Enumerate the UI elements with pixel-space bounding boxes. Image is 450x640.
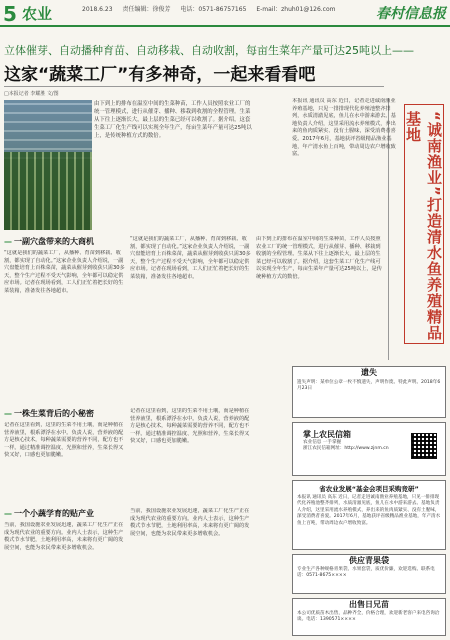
phone: 电话：0571-86757165 xyxy=(180,6,247,13)
lost-notice xyxy=(292,366,446,418)
section-text-3: 当前，我国设施农业发展迅速，蔬菜工厂化生产正在成为现代农业的重要方向。业内人士表示，这种生产模式节水节肥，土地利用率高，未来将有更广阔的发展空间，也能为农民带来更多增收机会。 xyxy=(4,522,124,551)
fund-notice-title: 省农业发展“基金会项目采购竞研” xyxy=(319,485,419,493)
lead-headline: 这家“蔬菜工厂”有多神奇，一起来看看吧 xyxy=(4,65,316,85)
qr-code-icon xyxy=(411,433,437,459)
page-number: 5 xyxy=(3,2,17,26)
section-text-1: “这就是我们的蔬菜工厂，从播种、育苗到移栽、收割，都实现了自动化。”这家企业负责人介绍说，一副穴盘能培育上百株菜苗，蔬菜从催芽到收获只需30多天，整个生产过程不受天气影响，全年都可以稳定供应市场。记者在现场看到，工人们正忙着把长好的生菜装箱，准备发往各地超市。 xyxy=(4,250,125,294)
lead-kicker: 立体催芽、自动播种育苗、自动移栽、自动收割，每亩生菜年产量可达25吨以上—— xyxy=(4,44,414,57)
transfer-ad-text: 本公司优质苗木出售，品种齐全，价格合理，欢迎新老客户来电咨询洽谈。电话：1390571×××× xyxy=(297,611,440,623)
lead-intro: 由下到上的排布在温室中间的生菜种苗，工作人员按照农业工厂的统一管理模式，进行从催芽、播种、移栽到收割的全程管理。生菜从下往上逐渐长大，最上层的生菜已经可以收割了。据介绍，这套生菜工厂化生产线可以实现全年生产，每亩生菜年产量可达25吨以上，是传统种植方式的数倍。 xyxy=(94,101,252,139)
section-text-2: 记者在这里看到，这里的生菜不用土壤，而是种植在营养液里，根系漂浮在水中。负责人说，营养液的配方是核心技术，每种蔬菜需要的营养不同，配方也不一样。通过精准调控温度、光照和营养，生菜长得又快又好，口感也更加脆嫩。 xyxy=(4,422,124,459)
section-title-2: — 一株生菜背后的小秘密 xyxy=(4,408,94,419)
paper-name: 春村信息报 xyxy=(376,6,446,22)
sidebar-text: 本报讯 通讯员 高东 近日，记者走进诚南渔业养殖基地，只见一排排现代化养殖池整齐排列，水质清澈见底，鱼儿在水中游来游去。基地负责人介绍，这里采用流水养殖模式，养出来的鱼肉质紧实、没有土腥味，深受消费者喜爱。2017年6月，基地获评省级精品渔业基地，年产清水鱼上百吨，带动周边农户增收致富。 xyxy=(292,98,396,158)
lead-column-2b: 记者在这里看到，这里的生菜不用土壤，而是种植在营养液里，根系漂浮在水中。负责人说，营养液的配方是核心技术，每种蔬菜需要的营养不同，配方也不一样。通过精准调控温度、光照和营养，生菜长得又快又好，口感也更加脆嫩。 xyxy=(130,408,250,445)
promo-title: 掌上农民信箱 xyxy=(303,430,351,439)
lead-column-2: “这就是我们的蔬菜工厂，从播种、育苗到移栽、收割，都实现了自动化。”这家企业负责人介绍说，一副穴盘能培育上百株菜苗，蔬菜从催芽到收获只需30多天，整个生产过程不受天气影响，全年都可以稳定供应市场。记者在现场看到，工人们正忙着把长好的生菜装箱，准备发往各地超市。 xyxy=(130,236,251,280)
greenhouse-frame xyxy=(4,100,92,159)
email: E-mail：zhuh01@126.com xyxy=(256,6,336,13)
lead-byline: □本报记者 李耀胜 文/图 xyxy=(4,91,59,97)
promo-box xyxy=(292,422,446,476)
lost-notice-text: 遗失声明：某单位公章一枚不慎遗失，声明作废。特此声明。2018年6月23日 xyxy=(297,380,441,392)
lead-column-3: 由下到上的排布在温室中间的生菜种苗，工作人员按照农业工厂的统一管理模式，进行从催芽、播种、移栽到收割的全程管理。生菜从下往上逐渐长大，最上层的生菜已经可以收割了。据介绍，这套生菜工厂化生产线可以实现全年生产，每亩生菜年产量可达25吨以上，是传统种植方式的数倍。 xyxy=(256,236,382,280)
fund-notice xyxy=(292,480,446,550)
section-title-1: — 一副穴盘带来的大商机 xyxy=(4,236,94,247)
masthead xyxy=(0,0,450,27)
sidebar-title: “诚南渔业”打造清水鱼养殖精品基地 xyxy=(404,111,443,341)
transfer-ad-title: 出售日兄苗 xyxy=(349,600,389,609)
headline-rule xyxy=(4,86,384,87)
supply-ad-title: 供应青果袋 xyxy=(349,556,389,565)
greenhouse-photo xyxy=(4,100,92,230)
lettuce-rows xyxy=(4,152,92,230)
lead-column-3b: 当前，我国设施农业发展迅速，蔬菜工厂化生产正在成为现代农业的重要方向。业内人士表示，这种生产模式节水节肥，土地利用率高，未来将有更广阔的发展空间，也能为农民带来更多增收机会。 xyxy=(130,508,250,537)
masthead-meta xyxy=(82,4,344,13)
supply-ad-text: 专业生产各种规格青果袋、水果套袋，质优价廉，欢迎选购。联系电话：0571-8675×××× xyxy=(297,567,435,579)
issue-date: 2018.6.23 xyxy=(82,6,113,13)
promo-url: 浙江农民信箱网址：http://www.zjnm.cn xyxy=(303,446,389,452)
promo-subtitle: 农业信息 一手掌握 xyxy=(303,440,342,445)
section-title-3: — 一个小蔬学育的贴产业 xyxy=(4,508,94,519)
lost-notice-title: 遗失 xyxy=(361,368,377,377)
fund-notice-text: 本报讯 通讯员 高东 近日，记者走进诚南渔业养殖基地，只见一排排现代化养殖池整齐排列，水质清澈见底，鱼儿在水中游来游去。基地负责人介绍，这里采用流水养殖模式，养出来的鱼肉质紧实、没有土腥味，深受消费者喜爱。2017年6月，基地获评省级精品渔业基地，年产清水鱼上百吨，带动周边农户增收致富。 xyxy=(297,495,441,526)
supply-ad xyxy=(292,554,446,594)
editor-credit: 责任编辑：徐俊芳 xyxy=(122,6,171,13)
sidebar-title-box xyxy=(404,104,444,344)
transfer-ad xyxy=(292,598,446,636)
section-name: 农业 xyxy=(22,5,53,23)
